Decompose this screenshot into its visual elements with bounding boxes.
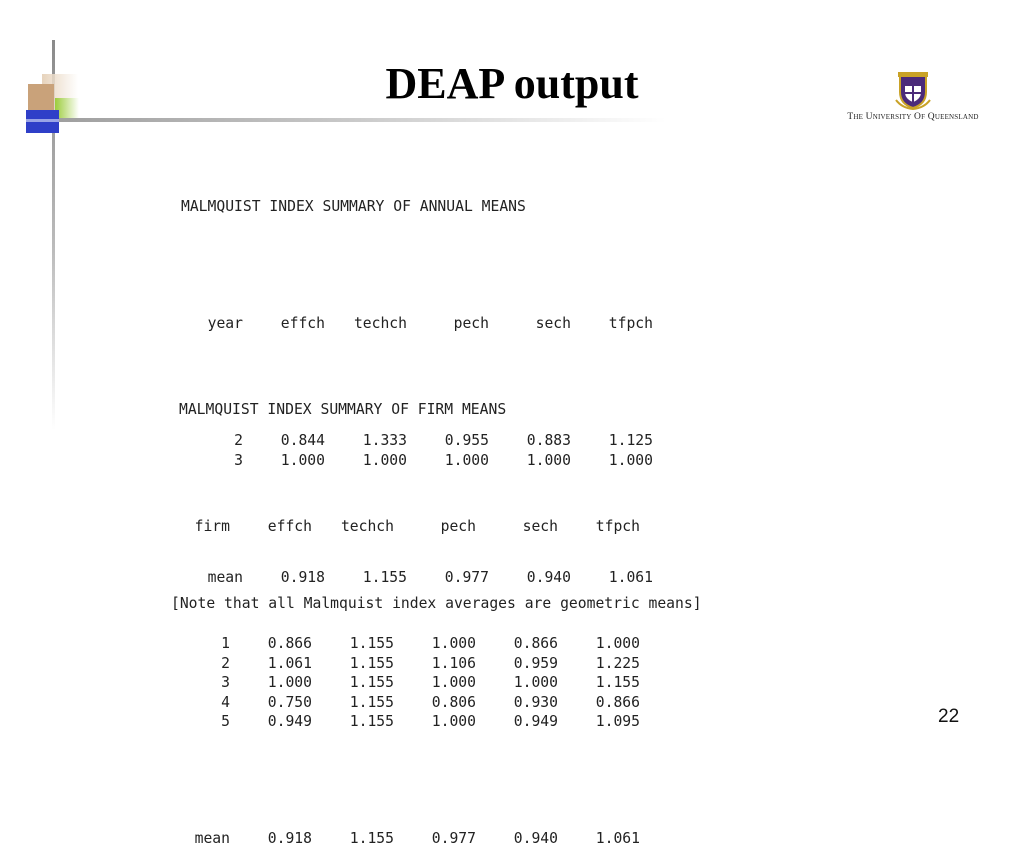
row-key-cell: mean: [194, 830, 230, 847]
value-cell: 1.155: [349, 830, 394, 847]
value-cell: sech: [535, 315, 571, 332]
value-cell: tfpch: [595, 518, 640, 535]
value-cell: 1.000: [526, 451, 571, 469]
value-cell: 0.806: [431, 693, 476, 711]
value-cell: techch: [340, 518, 394, 535]
row-key-cell: 3: [221, 674, 230, 691]
row-key-cell: 2: [221, 654, 230, 672]
annual-heading: MALMQUIST INDEX SUMMARY OF ANNUAL MEANS: [181, 198, 526, 215]
value-cell: 1.125: [608, 432, 653, 449]
value-cell: 0.977: [431, 830, 476, 847]
value-cell: 1.155: [349, 654, 394, 672]
annual-header-row: [181, 314, 653, 334]
value-cell: 0.949: [513, 713, 558, 730]
value-cell: 0.940: [513, 830, 558, 847]
table-row: [179, 693, 640, 713]
value-cell: 1.000: [431, 674, 476, 691]
value-cell: effch: [267, 518, 312, 535]
value-cell: 1.000: [608, 451, 653, 469]
row-key-cell: 3: [234, 451, 243, 469]
page-number: 22: [938, 706, 960, 727]
row-key-cell: firm: [194, 518, 230, 535]
value-cell: 0.930: [513, 693, 558, 711]
table-row: [179, 654, 640, 674]
value-cell: pech: [453, 315, 489, 332]
value-cell: 0.959: [513, 654, 558, 672]
firm-means-table: [179, 361, 640, 868]
value-cell: 0.750: [267, 693, 312, 711]
value-cell: 1.095: [595, 713, 640, 730]
value-cell: 1.061: [267, 654, 312, 672]
value-cell: 1.061: [595, 830, 640, 847]
university-name: The University Of Queensland: [847, 112, 979, 122]
firm-heading: MALMQUIST INDEX SUMMARY OF FIRM MEANS: [179, 401, 507, 418]
value-cell: 1.000: [431, 635, 476, 652]
value-cell: 0.883: [526, 432, 571, 449]
value-cell: 1.225: [595, 654, 640, 672]
value-cell: 0.949: [267, 713, 312, 730]
crest-icon: [894, 70, 932, 110]
value-cell: 1.000: [280, 451, 325, 469]
value-cell: 1.106: [431, 654, 476, 672]
row-key-cell: 4: [221, 693, 230, 711]
value-cell: 1.333: [362, 432, 407, 449]
value-cell: 1.061: [608, 568, 653, 586]
university-logo: [838, 70, 988, 130]
table-row: [179, 673, 640, 693]
value-cell: techch: [353, 315, 407, 332]
value-cell: 1.000: [444, 451, 489, 469]
value-cell: 0.918: [267, 830, 312, 847]
value-cell: 0.866: [267, 635, 312, 652]
value-cell: 1.000: [513, 674, 558, 691]
value-cell: 0.866: [513, 635, 558, 652]
row-key-cell: 2: [234, 432, 243, 449]
decorative-square: [26, 119, 59, 122]
value-cell: effch: [280, 315, 325, 332]
row-key-cell: 1: [221, 635, 230, 652]
value-cell: 1.000: [362, 451, 407, 469]
value-cell: 1.155: [349, 635, 394, 652]
value-cell: 1.000: [595, 635, 640, 652]
table-row: [179, 634, 640, 654]
geometric-means-note: [Note that all Malmquist index averages are geometric means]: [171, 595, 702, 612]
slide-title: DEAP output: [385, 59, 639, 108]
firm-header-row: [179, 517, 640, 537]
value-cell: 0.844: [280, 432, 325, 449]
row-key-cell: year: [207, 315, 243, 332]
value-cell: 0.977: [444, 568, 489, 586]
row-key-cell: mean: [207, 568, 243, 586]
value-cell: 0.940: [526, 568, 571, 586]
value-cell: 1.155: [349, 674, 394, 691]
value-cell: pech: [440, 518, 476, 535]
value-cell: 1.155: [349, 713, 394, 730]
decorative-horizontal-rule: [26, 118, 666, 122]
value-cell: 0.918: [280, 568, 325, 586]
row-key-cell: 5: [221, 713, 230, 730]
value-cell: 1.155: [595, 674, 640, 691]
value-cell: 1.000: [431, 713, 476, 730]
table-row: [179, 712, 640, 732]
value-cell: 0.866: [595, 693, 640, 711]
value-cell: 1.155: [362, 568, 407, 586]
firm-mean-row: [179, 829, 640, 849]
value-cell: 1.155: [349, 693, 394, 711]
value-cell: 0.955: [444, 432, 489, 449]
value-cell: tfpch: [608, 315, 653, 332]
value-cell: 1.000: [267, 674, 312, 691]
value-cell: sech: [522, 518, 558, 535]
